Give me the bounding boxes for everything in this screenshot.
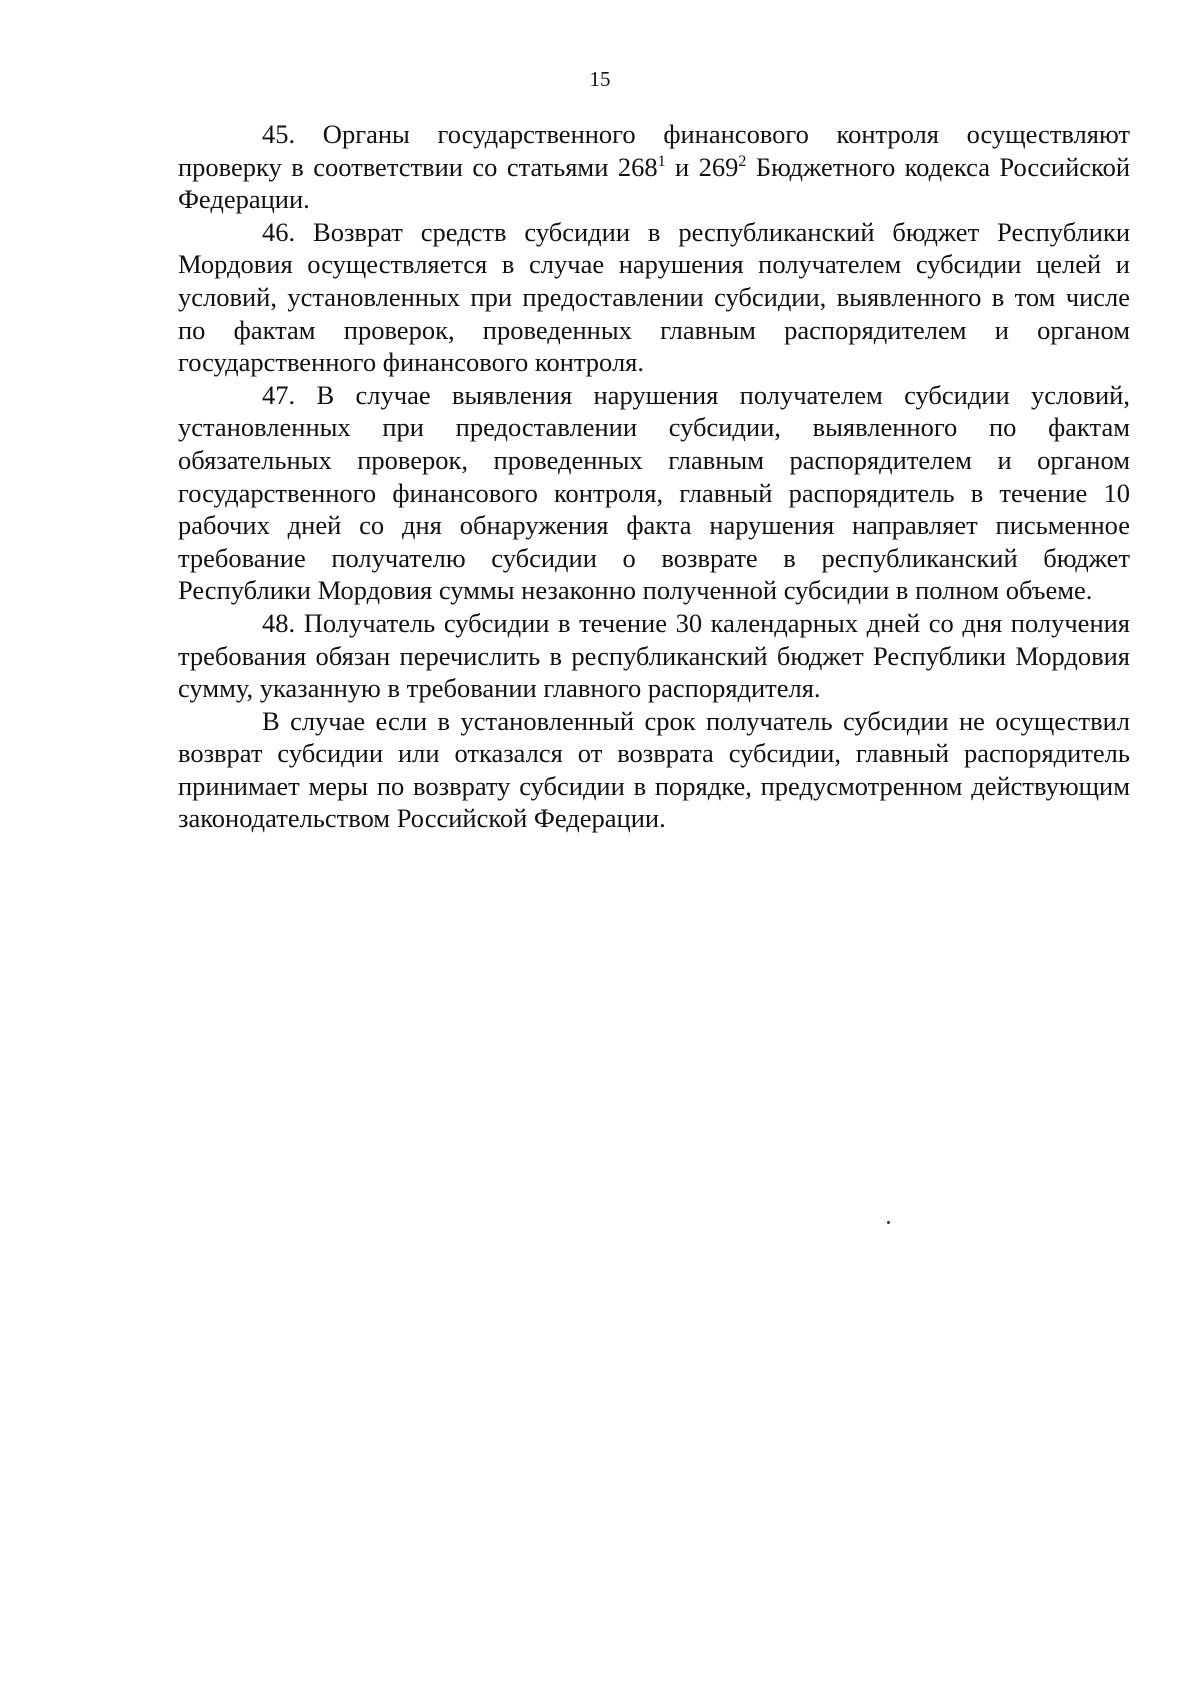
article-269-superscript: 2 xyxy=(738,152,747,170)
paragraph-45-text-a: 45. Органы государственного финансового контроля осуществляют проверку в соответствии со статьями 268 xyxy=(178,119,1130,182)
page-number: 15 xyxy=(589,67,611,91)
scan-speck xyxy=(887,1221,890,1224)
document-body xyxy=(178,118,1130,835)
paragraph-45-text-c: Бюджетного кодекса Российской Федерации. xyxy=(178,151,1131,215)
paragraph-47: 47. В случае выявления нарушения получателем субсидии условий, установленных при предоставлении субсидии, выявленного по фактам обязательных проверок, проведенных главным распорядителем и органом государственного финансового контроля, главный распорядитель в течение 10 рабочих дней со дня обнаружения факта нарушения направляет письменное требование получателю субсидии о возврате в республиканский бюджет Республики Мордовия суммы незаконно полученной субсидии в полном объеме. xyxy=(178,379,1130,606)
article-268-superscript: 1 xyxy=(657,152,666,170)
paragraph-46: 46. Возврат средств субсидии в республиканский бюджет Республики Мордовия осуществляется в случае нарушения получателем субсидии целей и условий, установленных при предоставлении субсидии, выявленного в том числе по фактам проверок, проведенных главным распорядителем и органом государственного финансового контроля. xyxy=(178,216,1130,378)
paragraph-48: 48. Получатель субсидии в течение 30 календарных дней со дня получения требования обязан перечислить в республиканский бюджет Республики Мордовия сумму, указанную в требовании главного распорядителя. xyxy=(178,607,1130,704)
paragraph-48-continuation: В случае если в установленный срок получатель субсидии не осуществил возврат субсидии или отказался от возврата субсидии, главный распорядитель принимает меры по возврату субсидии в порядке, предусмотренном действующим законодательством Российской Федерации. xyxy=(178,705,1130,834)
paragraph-45-text-b: и 269 xyxy=(665,151,739,182)
paragraph-45 xyxy=(178,118,1130,216)
